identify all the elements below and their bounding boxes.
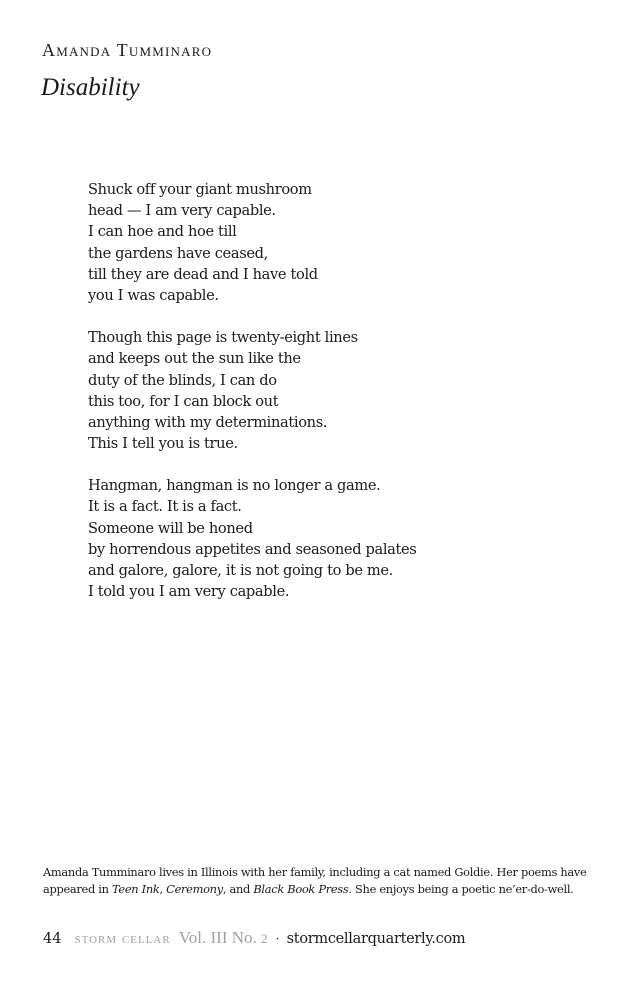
poem-line: anything with my determinations.: [88, 413, 328, 431]
website-url: stormcellarquarterly.com: [286, 931, 466, 947]
poem-line: Though this page is twenty-eight lines: [88, 329, 358, 347]
stanza-1: [88, 179, 416, 306]
poem-line: I can hoe and hoe till: [88, 223, 237, 241]
publication-title: Ceremony: [166, 881, 223, 896]
author-name: Amanda Tumminaro: [42, 40, 213, 60]
bio-text: ,: [159, 881, 167, 896]
poem-line: by horrendous appetites and seasoned palates: [88, 540, 417, 558]
poem-title: Disability: [41, 74, 140, 101]
separator-dot: ·: [275, 932, 280, 947]
poem-line: you I was capable.: [88, 286, 219, 304]
volume-issue: [179, 928, 268, 948]
poem-line: till they are dead and I have told: [88, 265, 318, 283]
poem-line: duty of the blinds, I can do: [88, 371, 277, 389]
page-number: 44: [43, 931, 62, 947]
publication-title: Teen Ink: [112, 881, 160, 896]
poem-line: I told you I am very capable.: [88, 583, 290, 601]
volume-label: Vol. III No.: [178, 928, 262, 947]
poem-line: the gardens have ceased,: [88, 244, 268, 262]
stanza-2: [88, 327, 416, 454]
poem-line: and keeps out the sun like the: [88, 350, 301, 368]
publication-title: Black Book Press: [253, 881, 349, 896]
issue-number: 2: [261, 931, 268, 946]
author-bio: [43, 864, 599, 897]
bio-text: , and: [222, 881, 254, 896]
poem-line: head — I am very capable.: [88, 202, 276, 220]
poem-line: This I tell you is true.: [88, 435, 238, 453]
poem-line: Hangman, hangman is no longer a game.: [88, 477, 381, 495]
stanza-3: [88, 475, 416, 602]
poem-line: Shuck off your giant mushroom: [88, 181, 312, 198]
poem-line: this too, for I can block out: [88, 392, 279, 410]
bio-text: . She enjoys being a poetic ne’er-do-well.: [348, 881, 574, 896]
poem-line: Someone will be honed: [88, 519, 253, 537]
poem-line: and galore, galore, it is not going to be me.: [88, 562, 393, 579]
poem-line: It is a fact. It is a fact.: [88, 498, 242, 516]
journal-name: storm cellar: [74, 931, 171, 947]
bio-text: Amanda Tumminaro lives in Illinois with her family, including a cat named Goldie. Her poems have appeared in: [43, 865, 587, 896]
page-footer: [43, 928, 465, 948]
poem-body: [88, 179, 416, 623]
